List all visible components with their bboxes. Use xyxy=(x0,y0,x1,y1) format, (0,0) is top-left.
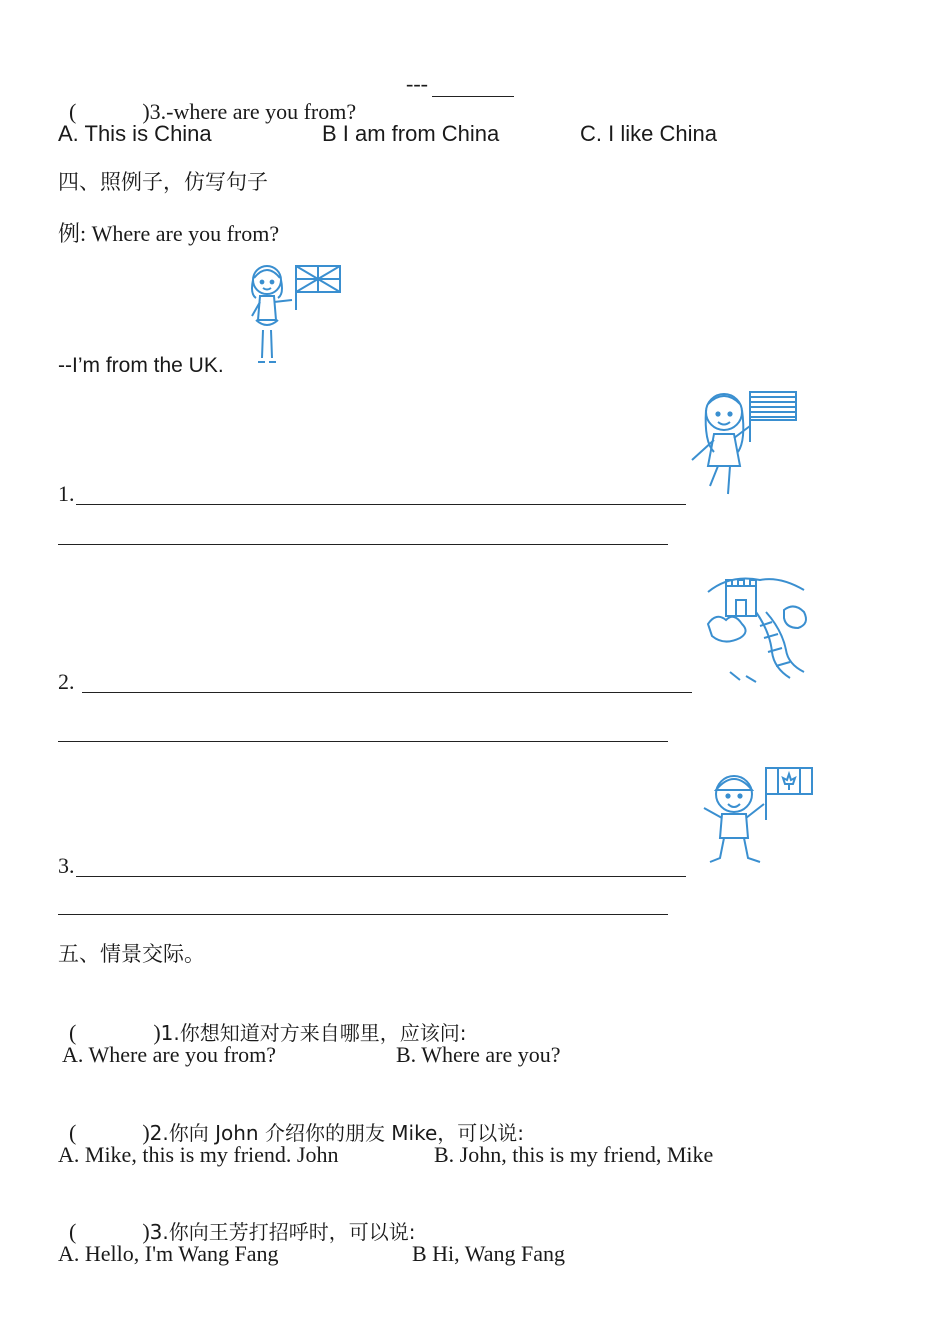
item-1-blank-2[interactable] xyxy=(58,544,668,545)
option-a[interactable]: A. This is China xyxy=(58,121,212,146)
s5-q1-option-b[interactable]: B. Where are you? xyxy=(396,1042,561,1067)
answer-blank[interactable] xyxy=(432,96,514,97)
s5-q3-option-a[interactable]: A. Hello, I'm Wang Fang xyxy=(58,1241,279,1266)
s5-q3-option-b[interactable]: B Hi, Wang Fang xyxy=(412,1241,566,1266)
section5-title: 五、情景交际。 xyxy=(58,942,205,966)
s5-q3-text: 3.你向王芳打招呼时，可以说: xyxy=(149,1220,416,1244)
boy-with-canada-flag-image xyxy=(696,764,818,874)
item-3-label: 3. xyxy=(58,853,75,878)
item-2-label: 2. xyxy=(58,669,75,694)
girl-with-uk-flag-image xyxy=(240,258,348,374)
answer-prefix: --- xyxy=(406,71,428,96)
s5-q2-line xyxy=(58,1091,524,1147)
option-b[interactable]: B I am from China xyxy=(322,121,500,146)
item-3-blank-2[interactable] xyxy=(58,914,668,915)
s5-q1-paren[interactable]: ( ) xyxy=(69,1020,161,1045)
answer-paren[interactable]: ( ) xyxy=(69,99,150,124)
item-3-blank[interactable] xyxy=(76,876,686,877)
example-answer: --I’m from the UK. xyxy=(58,354,224,377)
girl-with-usa-flag-image xyxy=(684,382,802,500)
s5-q1-line xyxy=(58,991,466,1047)
item-2-blank-2[interactable] xyxy=(58,741,668,742)
example-question: 例: Where are you from? xyxy=(58,221,280,246)
s5-q2-paren[interactable]: ( ) xyxy=(69,1120,150,1145)
question-text: 3.-where are you from? xyxy=(149,99,357,124)
s5-q3-paren[interactable]: ( ) xyxy=(69,1219,150,1244)
item-1-blank[interactable] xyxy=(76,504,686,505)
s5-q3-line xyxy=(58,1190,415,1246)
item-2-blank[interactable] xyxy=(82,692,692,693)
q3-line xyxy=(58,70,356,126)
great-wall-image xyxy=(700,572,812,684)
s5-q2-option-b[interactable]: B. John, this is my friend, Mike xyxy=(434,1142,714,1167)
option-c[interactable]: C. I like China xyxy=(580,121,717,146)
s5-q1-text: 1.你想知道对方来自哪里，应该问: xyxy=(160,1021,467,1045)
section4-title: 四、照例子，仿写句子 xyxy=(58,170,268,194)
s5-q2-text: 2.你向 John 介绍你的朋友 Mike，可以说: xyxy=(149,1121,525,1145)
s5-q1-option-a[interactable]: A. Where are you from? xyxy=(62,1042,276,1067)
item-1-label: 1. xyxy=(58,481,75,506)
s5-q2-option-a[interactable]: A. Mike, this is my friend. John xyxy=(58,1142,339,1167)
